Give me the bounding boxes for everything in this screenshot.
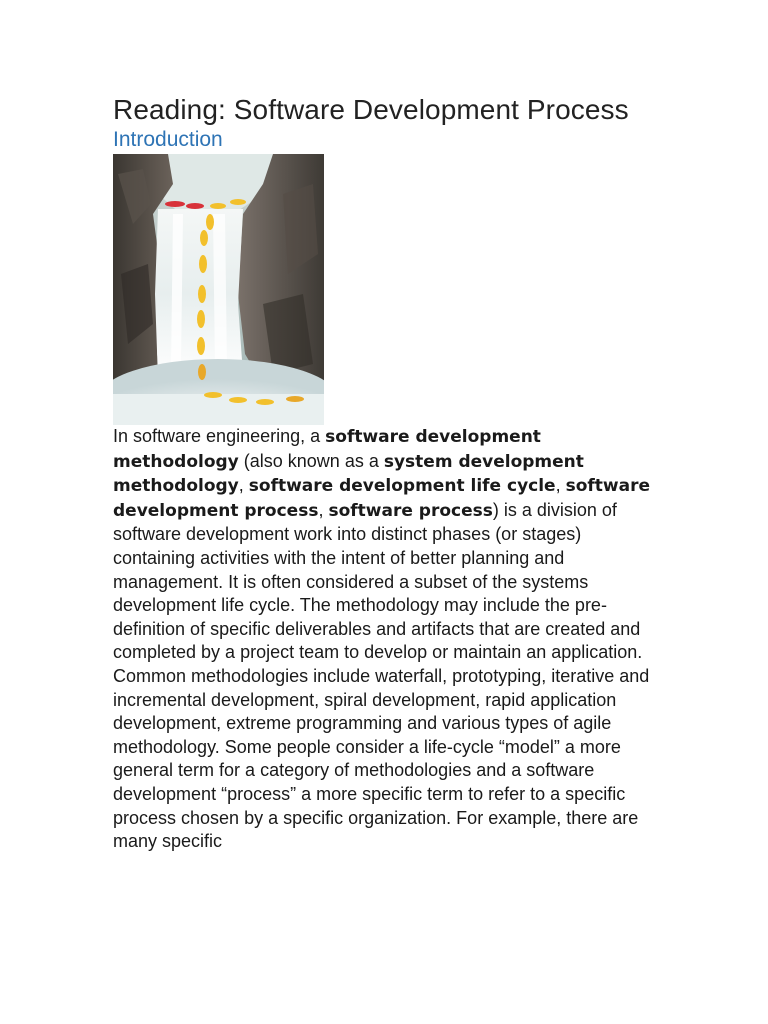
methodologies-paragraph: Common methodologies include waterfall, prototyping, iterative and incremental development, spiral development, rapid application development, extreme programming and various types of agile methodology. Some people consider a life-cycle “model” a more general term for a category of methodologies and a software development “process” a more specific term to refer to a specific process chosen by a specific organization. For example, there are many specific xyxy=(113,665,650,852)
section-heading: Introduction xyxy=(113,128,223,151)
page-title: Reading: Software Development Process xyxy=(113,94,629,125)
intro-paragraph: In software engineering, a software development methodology (also known as a system development methodology, software development life cycle, software development process, software process) is a division of software development work into distinct phases (or stages) containing activities with the intent of better planning and management. It is often considered a subset of the systems development life cycle. The methodology may include the pre-definition of specific deliverables and artifacts that are created and completed by a project team to develop or maintain an application. xyxy=(113,426,651,663)
document-content xyxy=(113,92,658,854)
waterfall-kayak-photo xyxy=(113,154,324,425)
